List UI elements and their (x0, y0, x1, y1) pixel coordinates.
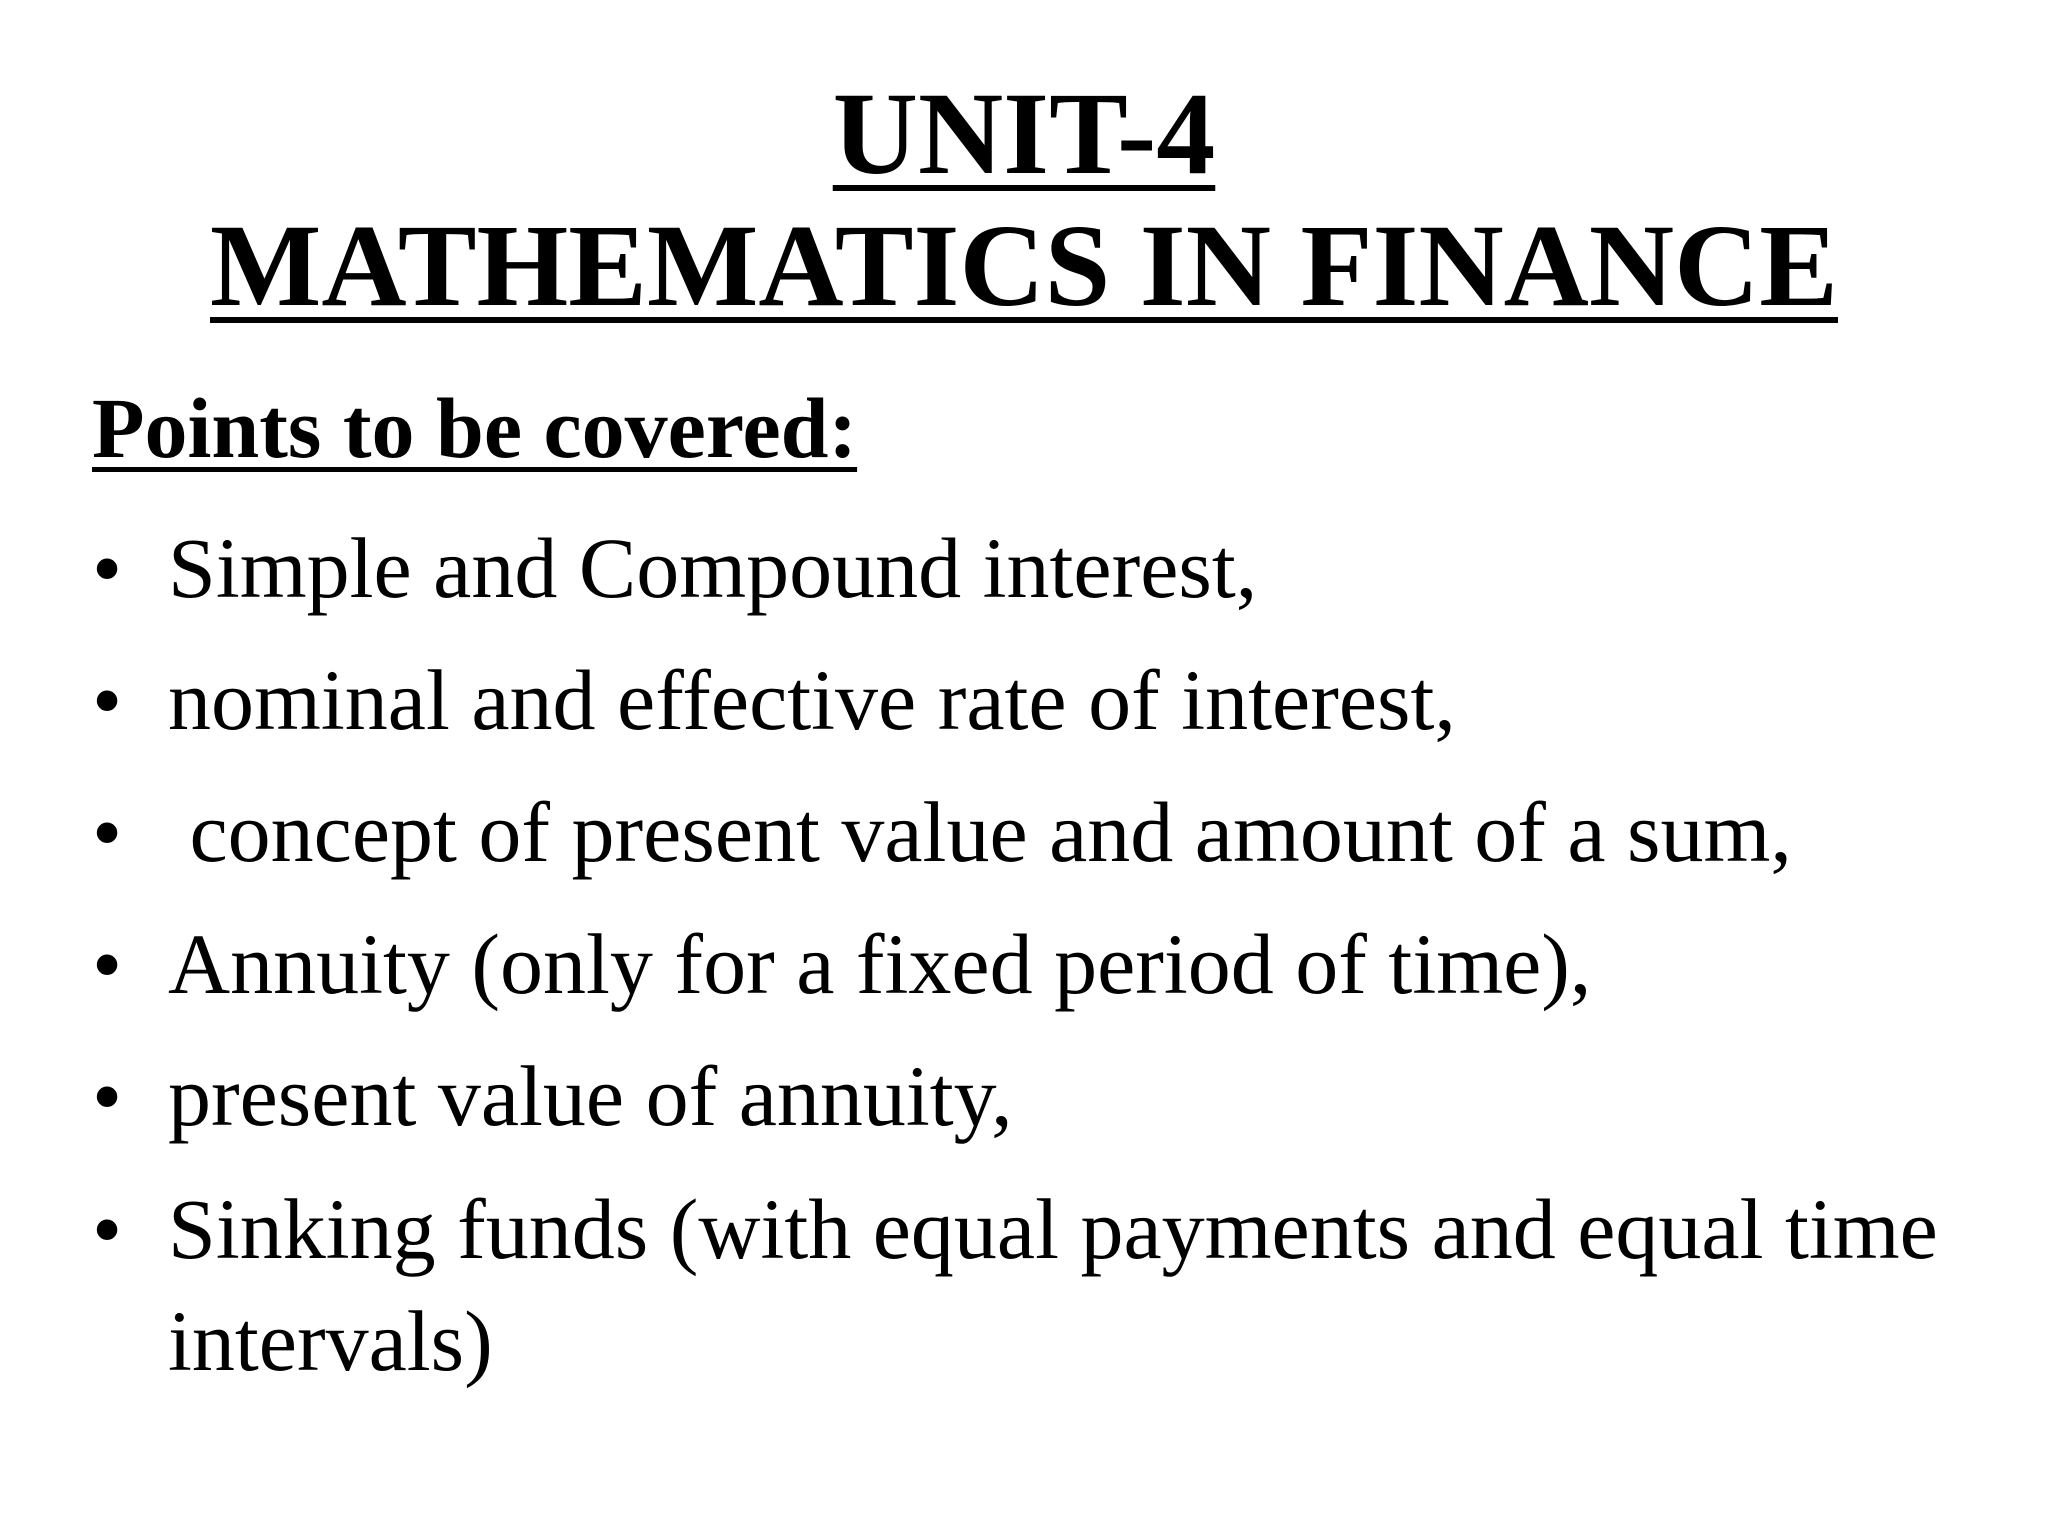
points-heading: Points to be covered: (92, 380, 858, 476)
subject-title: MATHEMATICS IN FINANCE (209, 200, 1839, 331)
list-item-text: nominal and effective rate of interest, (168, 652, 1456, 748)
list-item-text: Annuity (only for a fixed period of time), (168, 916, 1592, 1012)
bullet-icon: • (92, 1048, 123, 1144)
bullet-icon: • (92, 916, 123, 1012)
list-item (92, 1173, 1992, 1397)
bullet-icon: • (92, 784, 123, 880)
list-item (92, 1041, 1992, 1151)
list-item (92, 513, 1992, 623)
list-item (92, 909, 1992, 1019)
bullet-icon: • (92, 520, 123, 616)
list-item-text: Simple and Compound interest, (168, 520, 1258, 616)
title-block (0, 68, 2048, 332)
unit-title: UNIT-4 (832, 68, 1216, 199)
list-item (92, 777, 1992, 887)
list-item-text: Sinking funds (with equal payments and equal time intervals) (168, 1181, 1938, 1389)
list-item-text: present value of annuity, (168, 1048, 1013, 1144)
topics-list (92, 513, 1992, 1419)
bullet-icon: • (92, 1181, 123, 1277)
bullet-icon: • (92, 652, 123, 748)
list-item-text: concept of present value and amount of a sum, (168, 784, 1792, 880)
list-item (92, 645, 1992, 755)
